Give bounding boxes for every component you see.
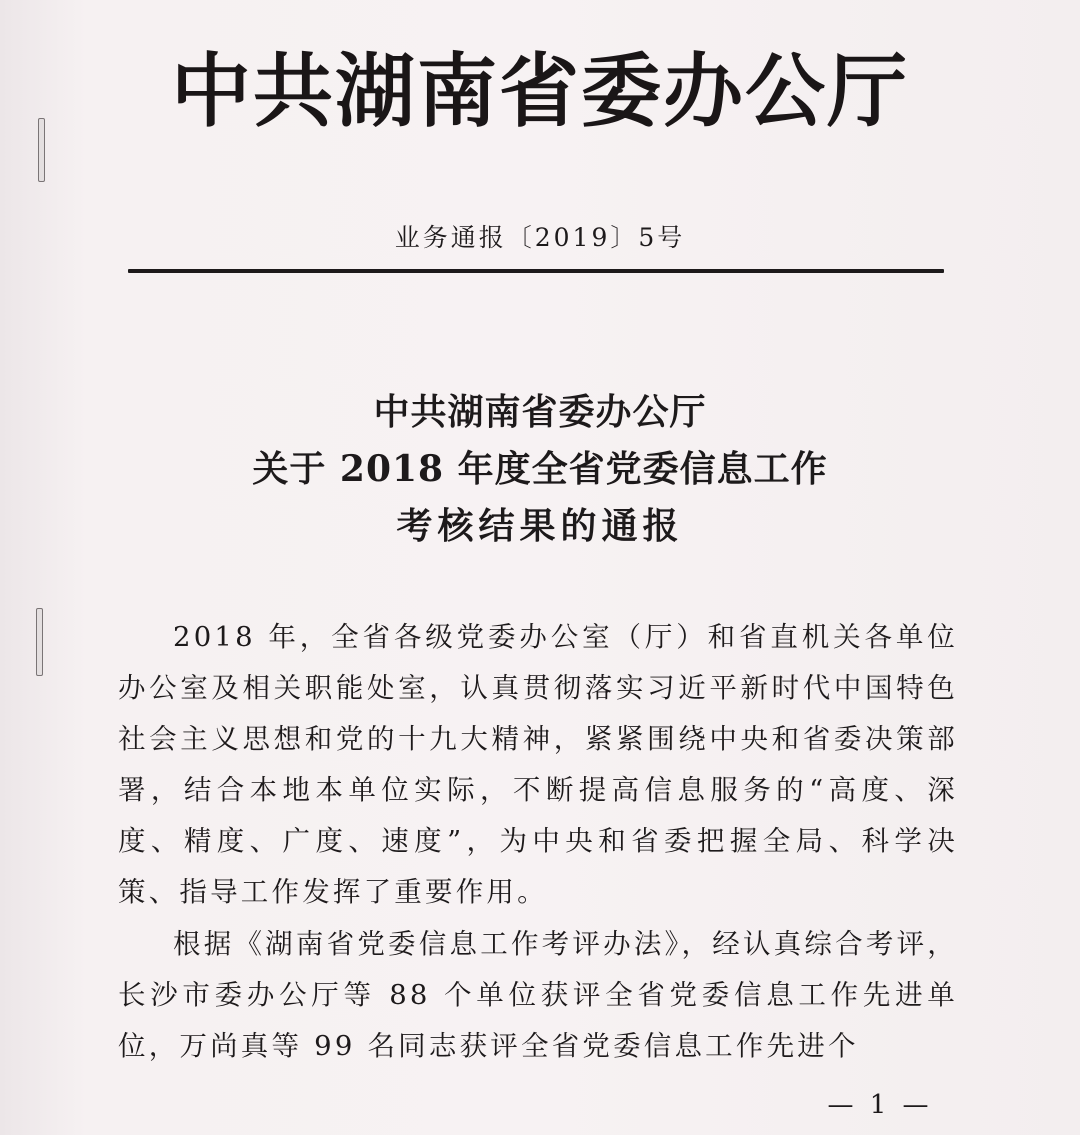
body-paragraph-1: 2018 年，全省各级党委办公室（厅）和省直机关各单位办公室及相关职能处室，认真贯彻落实习近平新时代中国特色社会主义思想和党的十九大精神，紧紧围绕中央和省委决策部署，结合本地本单位实际，不断提高信息服务的“高度、深度、精度、广度、速度”，为中央和省委把握全局、科学决策、指导工作发挥了重要作用。 — [118, 621, 958, 908]
issuing-authority-header: 中共湖南省委办公厅 — [171, 45, 909, 138]
document-number: 业务通报〔2019〕5号 — [394, 223, 686, 252]
title-line-1: 中共湖南省委办公厅 — [373, 391, 707, 433]
body-paragraph-2: 根据《湖南省党委信息工作考评办法》，经认真综合考评，长沙市委办公厅等 88 个单位获评全省党委信息工作先进单位，万尚真等 99 名同志获评全省党委信息工作先进个 — [118, 928, 958, 1062]
title-line-2: 关于 2018 年度全省党委信息工作 — [252, 448, 828, 490]
document-title — [0, 384, 1080, 555]
header-divider-line — [128, 269, 944, 273]
staple-mark-middle — [36, 608, 43, 676]
title-line-3: 考核结果的通报 — [396, 505, 684, 547]
page-number: — 1 — — [827, 1090, 933, 1120]
document-body — [118, 612, 958, 1072]
